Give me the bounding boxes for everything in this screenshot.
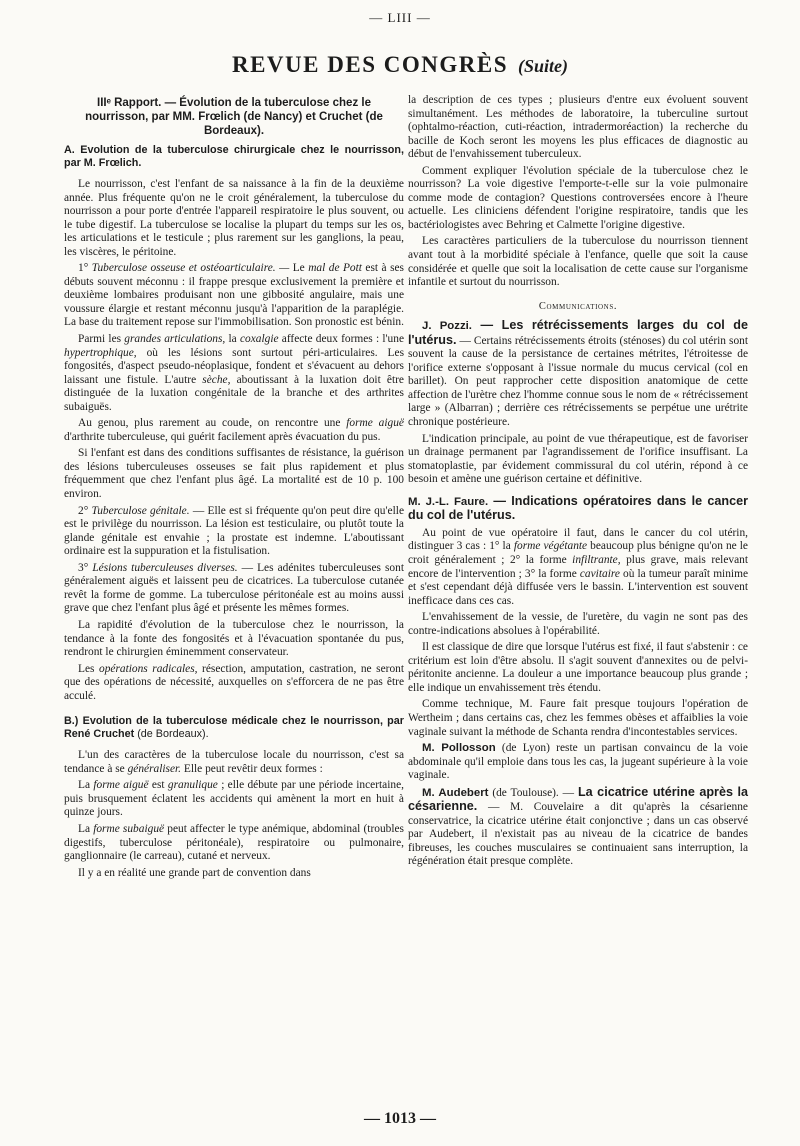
paragraph: Il y a en réalité une grande part de convention dans: [78, 866, 311, 879]
paragraph: La forme subaiguë peut affecter le type anémique, abdominal (troubles digestifs, tuberculose péritonéale), respiratoire ou pulmonaire, ganglionnaire (le carreau), cutané et nerveux.: [64, 822, 404, 863]
paragraph: La forme aiguë est granulique ; elle débute par une période incertaine, puis brusquement éclatent les accidents qui amènent la mort en huit à quinze jours.: [64, 779, 405, 819]
communications-heading: Communications.: [538, 300, 618, 312]
paragraph: Le nourrisson, c'est l'enfant de sa naissance à la fin de la deuxième année. Plus fréquente qu'on ne le croit généralement, la tuberculose du nourrisson a pour porte d'entrée l'appareil respiratoire le plus souvent, ou le tube digestif. La tuberculose se localise la plupart du temps sur les os, les articulations et le testicule ; plus rarement sur les ganglions, la peau, les viscères, le péritoine.: [64, 178, 404, 258]
paragraph: Il est classique de dire que lorsque l'utérus est fixé, il faut s'abstenir : ce critérium est loin d'être absolu. Il s'agit souvent d'annexites ou de pelvi-péritonite ancienne. La douleur a une importance beaucoup plus grande ; elle indique un envahissement très étendu.: [408, 641, 748, 694]
paragraph: 1° Tuberculose osseuse et ostéoarticulaire. — Le mal de Pott est à ses débuts souvent méconnu : il frappe presque exclusivement la première et deuxième lombaires produisant non une gibbosité angulaire, mais une voussure élargie et restant méconnu jusqu'à l'apparition de la paraplégie. La base du traitement repose sur l'immobilisation. Son pronostic est bénin.: [64, 262, 404, 329]
paragraph: Comme technique, M. Faure fait presque toujours l'opération de Wertheim ; dans certains cas, chez les femmes obèses et affaiblies la voie vaginale suivant la méthode de Schanta rendra d'incontestables services.: [408, 698, 748, 738]
paragraph: Au genou, plus rarement au coude, on rencontre une forme aiguë d'arthrite tuberculeuse, qui guérit facilement après évacuation du pus.: [64, 417, 404, 443]
page-roman-numeral: — LIII —: [369, 10, 431, 25]
paragraph: Comment expliquer l'évolution spéciale de la tuberculose chez le nourrisson? La voie digestive l'emporte-t-elle sur la voie pulmonaire comme mode de contagion? Questions controversées encore à l'heure actuelle. Les cliniciens défendent l'origine respiratoire, tandis que les bactériologistes avec Behring et Calmette l'origine digestive.: [408, 164, 748, 231]
paragraph: La rapidité d'évolution de la tuberculose chez le nourrisson, la tendance à la fonte des fongosités et à l'évacuation spontanée du pus, rendront le chirurgien éminemment conservateur.: [64, 618, 404, 659]
paragraph: la description de ces types ; plusieurs d'entre eux évoluent souvent simultanément. Les méthodes de laboratoire, la tuberculine surtout (ophtalmo-réaction, cuti-réaction, intradermoréaction) la recherche du bacille de Koch seront les moyens les plus efficaces de diagnostic au début de l'envahissement tuberculeux.: [408, 94, 748, 161]
paragraph: Les opérations radicales, résection, amputation, castration, ne seront que des opérations de nécessité, auxquelles on s'efforcera de ne pas être acculé.: [64, 662, 404, 702]
page-number: — 1013 —: [364, 1110, 436, 1127]
title-suite: (Suite): [517, 56, 568, 76]
paragraph: Au point de vue opératoire il faut, dans le cancer du col utérin, distinguer 3 cas : 1° la forme végétante beaucoup plus bénigne qu'on ne le croit généralement ; 2° la forme infiltrante, plus grave, mais relevant encore de l'intervention ; 3° la forme cavitaire où la tumeur paraît minime et s'est cependant déjà diffusée vers le bassin. L'intervention est souvent inefficace dans ces cas.: [408, 526, 748, 607]
page-title: [0, 52, 800, 78]
paragraph: J. Pozzi. — Les rétrécissements larges du col de l'utérus. — Certains rétrécissements étroits (sténoses) du col utérin sont souvent la cause de la persistance de certaines métrites, l'étroitesse de l'orifice externe s'opposant à l'issue normale du mucus cervical (col en barillet). On peut rapprocher cette disposition anatomique de cette affection de l'urètre chez l'homme connue sous le nom de « rétrécissement large » (Albarran) ; derrière ces rétrécissements se perpétue une urétrite chronique postérieure.: [408, 318, 748, 429]
section-b-heading: B.) Evolution de la tuberculose médicale chez le nourrisson, par René Cruchet (de Bordeaux).: [64, 715, 404, 741]
paragraph: L'envahissement de la vessie, de l'uretère, du vagin ne sont pas des contre-indications absolues à l'opérabilité.: [408, 611, 748, 637]
paragraph: M. Pollosson (de Lyon) reste un partisan convaincu de la voie abdominale qu'il emploie dans tous les cas, la jugeant supérieure à la voie vaginale.: [408, 742, 748, 782]
paragraph: Les caractères particuliers de la tuberculose du nourrisson tiennent avant tout à la morbidité spéciale à l'enfance, quelle que soit la cause considérée et quelle que soit la localisation de cette cause sur l'organisme infantile et surtout du nourrisson.: [408, 235, 748, 289]
section-a-heading: A. Evolution de la tuberculose chirurgicale chez le nourrisson, par M. Frœlich.: [64, 144, 404, 169]
paragraph: Si l'enfant est dans des conditions suffisantes de résistance, la guérison des lésions tuberculeuses osseuses se fait plus rapidement et plus fréquemment que chez l'enfant plus âgé. La mortalité est de 10 p. 100 environ.: [64, 447, 404, 501]
rapport-heading: IIIᵉ Rapport. — Évolution de la tuberculose chez le nourrisson, par MM. Frœlich (de Nancy) et Cruchet (de Bordeaux).: [85, 97, 383, 137]
paragraph: M. Audebert (de Toulouse). — La cicatrice utérine après la césarienne. — M. Couvelaire a dit qu'après la césarienne conservatrice, la cicatrice utérine était conjonctive ; dans un cas observé par Audebert, il n'existait pas au niveau de la cicatrice de bandes fibreuses, les couches musculaires se continuaient sans interruption, la régénération était presque complète.: [408, 784, 749, 868]
paragraph: M. J.-L. Faure. — Indications opératoires dans le cancer du col de l'utérus.: [408, 493, 748, 523]
paragraph: 3° Lésions tuberculeuses diverses. — Les adénites tuberculeuses sont généralement aiguës et laissent peu de cicatrices. La tuberculose cutanée revêt la forme de gomme. La tuberculose péritonéale est au moins aussi grave que chez l'enfant plus âgé et présente les mêmes formes.: [64, 561, 404, 615]
left-column: [64, 96, 404, 883]
right-column: [408, 94, 748, 872]
paragraph: 2° Tuberculose génitale. — Elle est si fréquente qu'on peut dire qu'elle est le privilège du nourrisson. La lésion est testiculaire, ou plutôt toute la glande génitale est envahie ; la prostate est indemne. L'aboutissant ordinaire est la suppuration et la fistulisation.: [64, 504, 404, 558]
paragraph: Parmi les grandes articulations, la coxalgie affecte deux formes : l'une hypertrophique, où les lésions sont surtout péri-articulaires. Les fongosités, d'aspect pseudo-néoplasique, fondent et s'évacuent au dehors laissant une fistule. L'autre sèche, aboutissant à la luxation doit être distinguée de la luxation congénitale de la branche et des arthrites subaiguës.: [64, 333, 404, 413]
paragraph: L'un des caractères de la tuberculose locale du nourrisson, c'est sa tendance à se généraliser. Elle peut revêtir deux formes :: [64, 749, 404, 775]
paragraph: L'indication principale, au point de vue thérapeutique, est de favoriser un drainage permanent par l'agrandissement de l'orifice insuffisant. La stomatoplastie, par évidement commissural du col utérin, répond à ce besoin et amène une guérison certaine et définitive.: [408, 432, 748, 486]
title-main: REVUE DES CONGRÈS: [231, 52, 508, 77]
